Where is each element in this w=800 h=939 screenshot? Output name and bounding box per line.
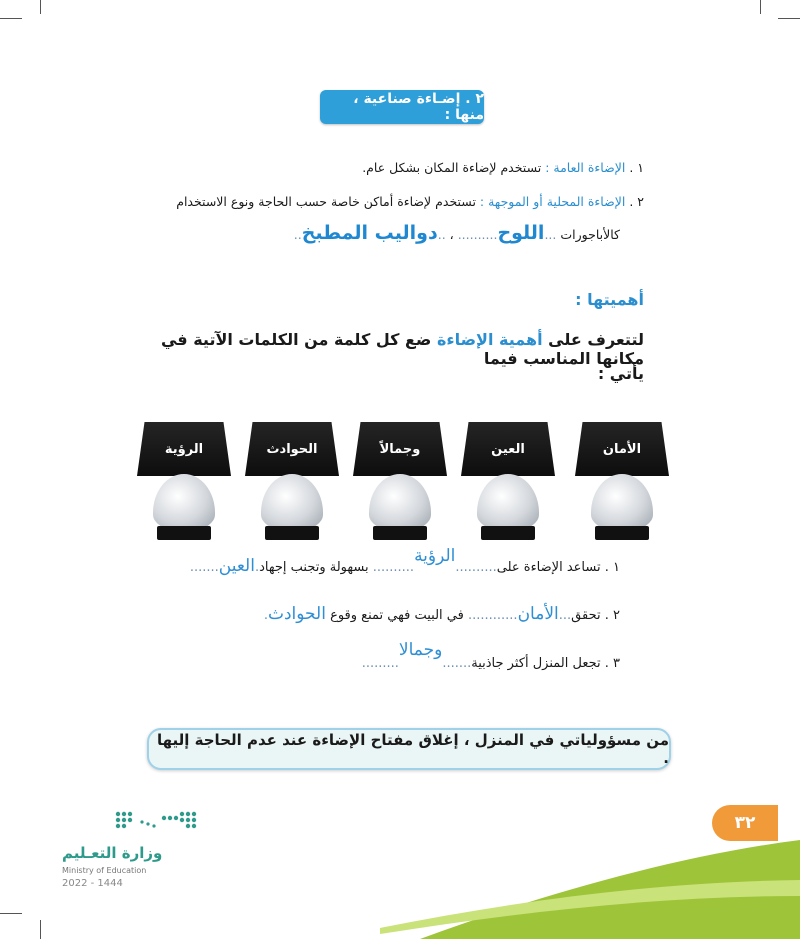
handwritten-answer: الرؤية — [414, 546, 456, 566]
lamp-jamalan — [340, 418, 460, 542]
importance-title: أهميتها : — [575, 290, 644, 309]
sentence-text: بسهولة وتجنب إجهاد — [259, 560, 369, 575]
fill-dots: .......... — [457, 227, 498, 242]
fill-dots: ............ — [467, 608, 518, 623]
fill-dots: . — [263, 608, 268, 623]
fill-dots: .. — [293, 227, 302, 242]
sentence-3 — [361, 640, 620, 672]
lamp-body — [591, 474, 653, 530]
sentence-text: تجعل المنزل أكثر جاذبية — [471, 656, 601, 671]
crop-mark — [0, 18, 22, 19]
handwritten-answer: اللوح — [497, 222, 545, 244]
handwritten-answer: الأمان — [517, 604, 559, 624]
item-number: ٢ . — [629, 194, 644, 209]
handwritten-answer: وجمالا — [398, 640, 443, 660]
crop-mark — [40, 920, 41, 939]
item-term: الإضاءة العامة : — [545, 160, 626, 175]
lamp-aman — [562, 418, 682, 542]
fill-dots: .. — [437, 227, 446, 242]
lamp-label: العين — [491, 441, 525, 457]
fill-dots: .......... — [372, 560, 415, 575]
instruction-highlight: أهمية الإضاءة — [436, 330, 543, 349]
section-header: ٢ . إضـاءة صناعية ، منها : — [320, 90, 484, 124]
lamp-hawadith — [232, 418, 352, 542]
sentence-text: تساعد الإضاءة على — [496, 560, 601, 575]
page-number: ٣٢ — [712, 805, 778, 841]
lamp-base — [481, 526, 535, 540]
lamp-body — [261, 474, 323, 530]
fill-dots: .......... — [455, 560, 497, 575]
fill-dots: ... — [544, 227, 557, 242]
instruction-text — [144, 330, 644, 368]
sentence-2 — [264, 604, 620, 624]
lamp-label: وجمالاً — [379, 441, 421, 457]
item-term: الإضاءة المحلية أو الموجهة : — [479, 194, 626, 209]
crop-mark — [40, 0, 41, 14]
ministry-name-en: Ministry of Education — [62, 866, 147, 875]
lamp-ain — [448, 418, 568, 542]
item-description: تستخدم لإضاءة أماكن خاصة حسب الحاجة ونوع الاستخدام — [176, 194, 476, 209]
fill-dots: ....... — [442, 656, 472, 671]
item-number: ٣ . — [604, 656, 620, 671]
lamp-body — [153, 474, 215, 530]
item-number: ٢ . — [604, 608, 620, 623]
ministry-dots-logo-icon — [112, 808, 202, 834]
callout-text: من مسؤولياتي في المنزل ، إغلاق مفتاح الإضاءة عند عدم الحاجة إليها . — [157, 731, 669, 767]
lamp-base — [265, 526, 319, 540]
separator: ، — [449, 227, 454, 242]
lamp-base — [373, 526, 427, 540]
examples-prefix: كالأباجورات — [560, 227, 620, 242]
lamp-base — [157, 526, 211, 540]
item-description: تستخدم لإضاءة المكان بشكل عام. — [362, 160, 542, 175]
fill-dots: ......... — [361, 656, 399, 671]
handwritten-answer: العين — [218, 556, 255, 576]
lamp-label: الأمان — [602, 441, 642, 457]
item-number: ١ . — [629, 160, 644, 175]
type-item-general — [362, 160, 644, 175]
responsibility-callout — [147, 728, 671, 770]
instruction-part: ضع كل كلمة من الكلمات الآتية في مكانها المناسب فيما — [160, 330, 644, 368]
instruction-part: لتتعرف على — [542, 330, 644, 349]
ministry-name-ar: وزارة التعـليم — [62, 844, 163, 862]
crop-mark — [778, 18, 800, 19]
fill-dots: ... — [558, 608, 572, 623]
sentence-1 — [189, 546, 620, 576]
instruction-line2: يأتي : — [597, 364, 644, 383]
fill-dots: ....... — [189, 560, 219, 575]
lamp-label: الحوادث — [266, 441, 318, 457]
crop-mark — [760, 0, 761, 14]
ministry-year: 2022 - 1444 — [62, 878, 123, 889]
lamp-base — [595, 526, 649, 540]
sentence-text: في البيت فهي تمنع وقوع — [330, 608, 464, 623]
item-number: ١ . — [604, 560, 620, 575]
handwritten-answer: دواليب المطبخ — [301, 222, 438, 244]
examples-line — [294, 222, 620, 244]
crop-mark — [0, 913, 22, 914]
sentence-text: تحقق — [571, 608, 601, 623]
type-item-local — [176, 194, 644, 209]
lamp-ruya — [124, 418, 244, 542]
handwritten-answer: الحوادث — [267, 604, 326, 624]
lamp-body — [369, 474, 431, 530]
lamp-body — [477, 474, 539, 530]
fill-dots: . — [254, 560, 260, 575]
lamp-label: الرؤية — [164, 441, 204, 457]
